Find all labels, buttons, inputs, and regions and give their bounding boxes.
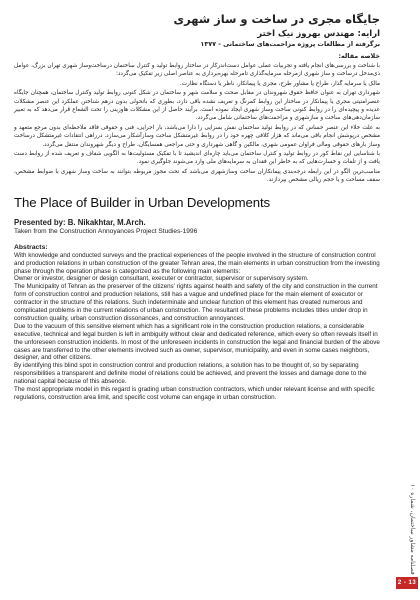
english-title: The Place of Builder in Urban Developments [14, 194, 271, 210]
english-abstract-title: Abstracts: [14, 243, 48, 251]
persian-paragraph: مناسب‌ترین الگو در این رابطه درجه‌بندی پیمانکاران ساخت وسازشهری می‌باشد که تحت مجوز مربوطه بتوانند به ساخت وساز شهری با ضوابط مشخص، سقف مساحت و یا حجم ریالی مشخص بپردازند. [14, 168, 380, 184]
article-page [14, 10, 380, 590]
persian-title: جایگاه مجری در ساخت و ساز شهری [173, 12, 380, 26]
persian-author: ارایه: مهندس بهروز نیک اختر [257, 29, 380, 39]
english-paragraph: The most appropriate model in this regard is grading urban construction contractors, which under relevant license and with specific regulations, construction area limit, and specific cost volume can engage in urban construction. [14, 386, 375, 401]
english-author: Presented by: B. Nikakhtar, M.Arch. [14, 217, 146, 227]
english-paragraph: The Municipality of Tehran as the preserver of the citizens' rights against health and safety of the city and construction in the current form of construction control and production relations, still has a vague and undefined place for the main element of executor or contractor in the structure of this relations. Such indeterminate and unclear function of this element has created numerous and complicated problems in the current relations of urban construction. The resultant of these problems includes titles under drop in construction quality, urban construction dissonances, and construction annoyances. [14, 283, 378, 322]
english-paragraph: With knowledge and conducted surveys and the practical experiences of the people involved in the structure of construction control and production relations in urban construction of the greater Tehran area, the main elements in urban construction from the investing phase through the operation phase is categorized as the following main elements: [14, 251, 380, 275]
english-paragraph: Owner or investor, designer or design consultant, executer or contractor, supervisor or supervisory system. [14, 275, 309, 283]
page-sidebar [394, 0, 420, 600]
english-paragraph: By identifying this blind spot in construction control and production relations, a solution has to be thought of, so by separating responsibilities a transparent and definite model of relations could be achieved, and prevent the losses and damage done to the national capital because of this absence. [14, 362, 367, 386]
persian-paragraph: به علت خلاء این عنصر حساس که در روابط تولید ساختمان نقش بسزایی را دارا می‌باشد، بار اجرایی، فنی و حقوقی فاقد ملاحظه‌ای بدون مرجع متعهد و مشخص درپوشش انجام باقی می‌ماند که هزار کلافی چهره خود را در روابط غیرمتشکل ساخت وسازآشکار می‌سازد. درراهی انتقادات غیرمتشکل درساخت وساز بارهای حقوقی ومالی فراوان عمومی شهری، مالکین و گاهی شهرداری و حتی مراجعی همسایگان، طراح و دیگر شهروندان منتقل می‌گردد. [14, 124, 380, 148]
persian-paragraph: شهرداری تهران به عنوان حافظ حقوق شهروندان در مقابل صحت و سلامت شهر و ساختمان در شکل کنونی روابط تولید وکنترل ساختمان، همچنان جایگاه عنصرامنیتی مجری یا پیمانکار در ساختار این روابط کمرنگ و تعریف نشده باقی دارد، بطوری که باتحولی بدون درهم شناختن عملکرد این عنصر مشکلات عدیده و پیچیده‌ای را در روابط کنونی ساخت وساز شهری ایجاد نموده است. برآیند حاصل از این مشکلات هاوزینی را تحت الشعاع قرار می‌دهد که به تعبیر سازمان‌دهی‌های ساخت و سازشهری و مزاحمت‌های ساختمانی شامل می‌گردد. [14, 90, 380, 122]
english-paragraph: Due to the vacuum of this sensitive element which has a significant role in the construction production relations, a considerable executive, technical and legal burden is left in ambiguity without clear and dedicated reference, which every so often reveals itself in the unforeseen construction incidents. In most of the unforeseen incidents in construction the legal and financial burden of the above cases are transferred to the other elements involved such as owner, supervisor, municipality, and even in some cases neighbors, designer, and other citizens. [14, 322, 380, 362]
persian-abstract-title: خلاصه مقاله: [338, 52, 380, 60]
persian-paragraph: مالک یا سرمایه گذار، طراح یا مشاور طرح، مجری یا پیمانکار، ناظر یا دستگاه نظارت. [179, 80, 380, 87]
persian-source: برگرفته از مطالعات پروژه مزاحمت‌های ساختمانی - ۱۳۷۷ [200, 40, 380, 48]
journal-running-title: فصلنامه مشاور ساختمان، شماره ۱۰ [409, 484, 416, 575]
page-number-badge: 2 - 13 [396, 577, 418, 589]
english-source: Taken from the Construction Annoyances Project Studies-1996 [14, 227, 198, 235]
persian-paragraph: با شناخت و بررسی‌های انجام یافته و تجربیات عملی عوامل دست‌اندرکار در ساختار روابط تولید و کنترل ساختمان درساخت‌وساز شهری تهران بزرگ، عوامل ذی‌مدخل درساخت و ساز شهری ازمرحله سرمایه‌گذاری تامرحله بهره‌برداری به عناصر اصلی زیر تفکیک می‌گردد: [14, 63, 380, 78]
persian-paragraph: با شناسایی این نقاط کور در روابط تولید و کنترل ساختمان می‌باید چاره‌ای اندیشید تا با تفکیک مسئولیت‌ها به الگویی شفاف و تعریف شده از روابط دست یافت و از تلفات و خسارت‌هایی که به خاطر این فقدان به سرمایه‌های ملی وارد می‌شوند جلوگیری نمود. [14, 151, 380, 166]
